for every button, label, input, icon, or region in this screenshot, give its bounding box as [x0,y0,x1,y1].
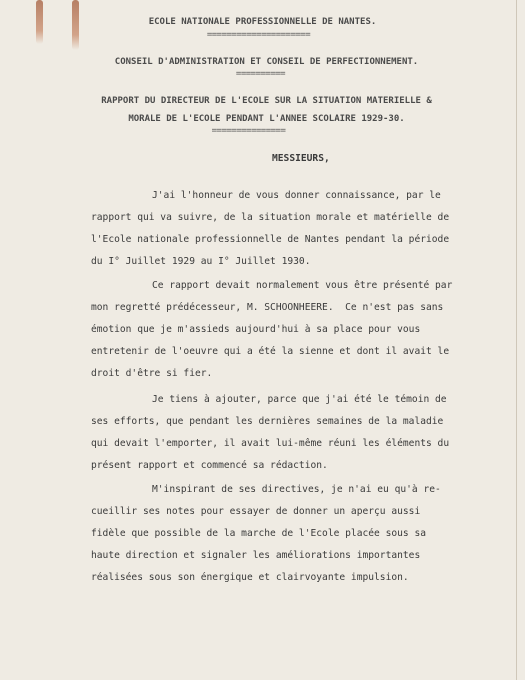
p2-line4: entretenir de l'oeuvre qui a été la sienne et dont il avait le [91,346,450,357]
p4-line3: fidèle que possible de la marche de l'Ecole placée sous sa [91,528,427,539]
title-underline: ===================== [206,30,311,40]
school-title: ECOLE NATIONALE PROFESSIONNELLE DE NANTES. [148,17,377,27]
p4-line1: M'inspirant de ses directives, je n'ai eu qu'à re- [152,484,441,495]
council-underline: ========== [235,69,286,79]
p2-line2: mon regretté prédécesseur, M. SCHOONHEERE. Ce n'est pas sans [91,302,444,313]
report-title-line2: MORALE DE L'ECOLE PENDANT L'ANNEE SCOLAIRE 1929-30. [128,114,405,124]
p3-line1: Je tiens à ajouter, parce que j'ai été le témoin de [152,394,447,405]
p3-line3: qui devait l'emporter, il avait lui-même réuni les éléments du [91,438,450,449]
p1-line2: rapport qui va suivre, de la situation morale et matérielle de [91,212,450,223]
p1-line1: J'ai l'honneur de vous donner connaissance, par le [152,190,441,201]
p2-line1: Ce rapport devait normalement vous être présenté par [152,280,453,291]
p2-line5: droit d'être si fier. [91,368,213,379]
council-title: CONSEIL D'ADMINISTRATION ET CONSEIL DE PERFECTIONNEMENT. [114,57,419,67]
p4-line5: réalisées sous son énergique et clairvoyante impulsion. [91,572,409,583]
salutation: MESSIEURS, [272,153,330,164]
report-title-line1: RAPPORT DU DIRECTEUR DE L'ECOLE SUR LA SITUATION MATERIELLE & [101,96,432,106]
p1-line3: l'Ecole nationale professionnelle de Nantes pendant la période [91,234,450,245]
p1-line4: du I° Juillet 1929 au I° Juillet 1930. [91,256,311,267]
report-underline: =============== [211,126,286,136]
p4-line2: cueillir ses notes pour essayer de donner un aperçu aussi [91,506,421,517]
p3-line2: ses efforts, que pendant les dernières semaines de la maladie [91,416,444,427]
p2-line3: émotion que je m'assieds aujourd'hui à sa place pour vous [91,324,421,335]
p4-line4: haute direction et signaler les améliorations importantes [91,550,421,561]
p3-line4: présent rapport et commencé sa rédaction. [91,460,328,471]
